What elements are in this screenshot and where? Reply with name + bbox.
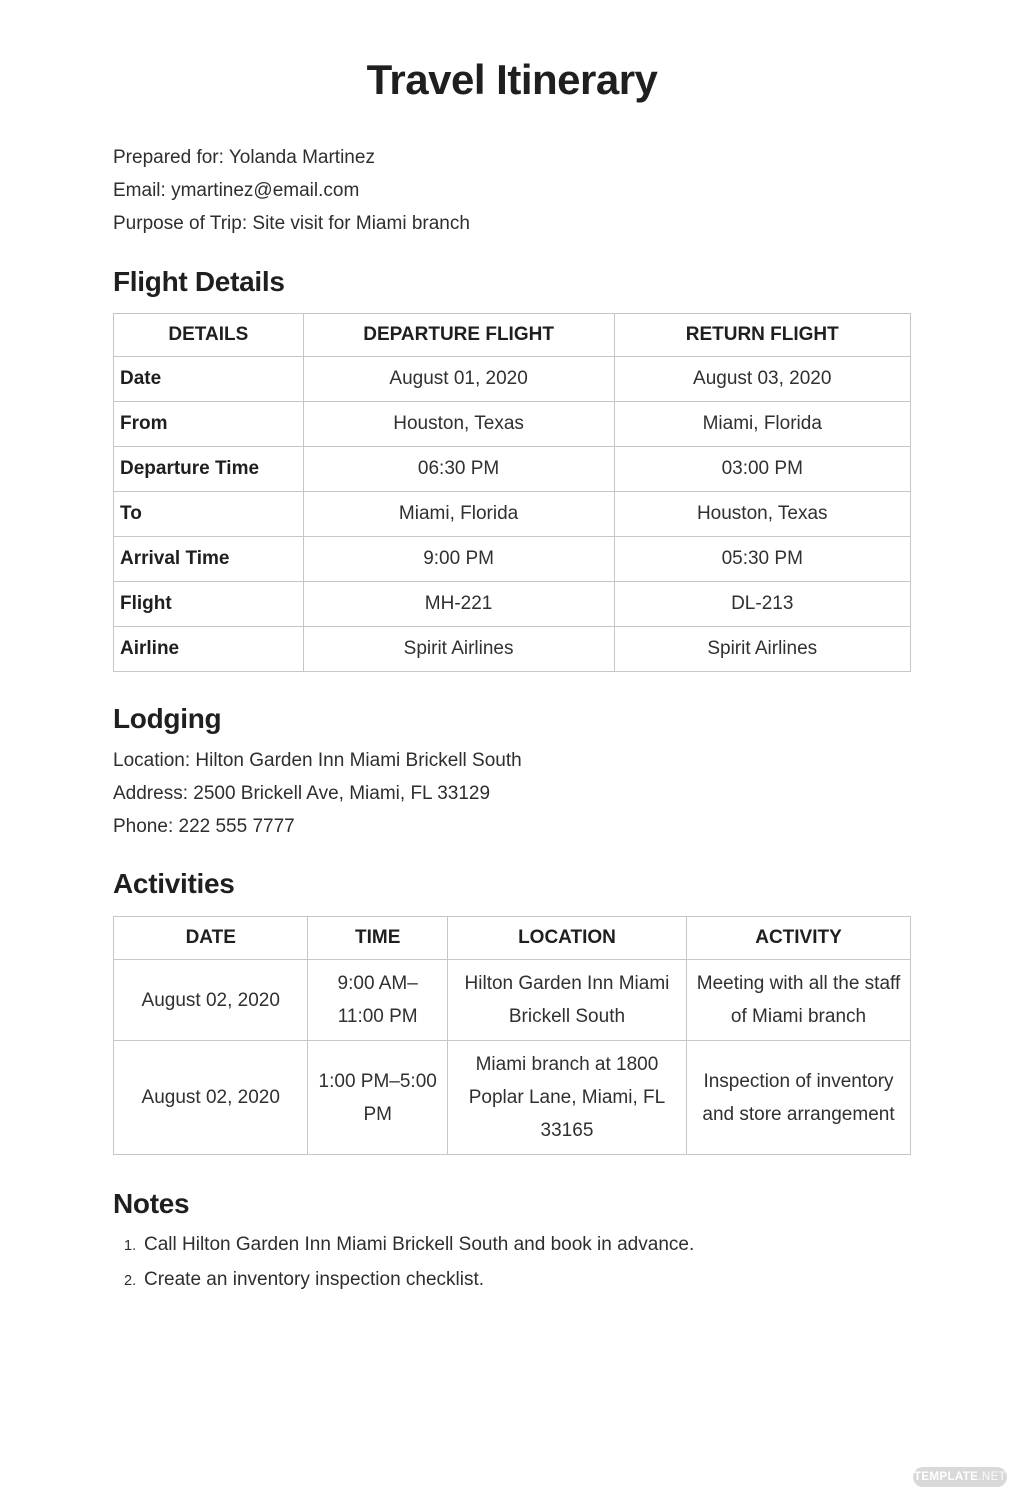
notes-heading: Notes <box>113 1188 190 1219</box>
watermark-brand-text: TEMPLATE <box>913 1471 979 1483</box>
note-text: Call Hilton Garden Inn Miami Brickell South and book in advance. <box>144 1234 695 1255</box>
table-cell: Houston, Texas <box>614 492 911 537</box>
list-item <box>113 1228 911 1263</box>
list-item <box>113 1263 911 1298</box>
flight-header-row <box>114 314 911 357</box>
lodging-phone-line: Phone: 222 555 7777 <box>113 816 295 837</box>
table-cell: Spirit Airlines <box>614 627 911 672</box>
activity-location-cell: Hilton Garden Inn Miami Brickell South <box>447 960 686 1041</box>
table-cell: Spirit Airlines <box>303 627 614 672</box>
activity-location-cell: Miami branch at 1800 Poplar Lane, Miami, FL 33165 <box>447 1041 686 1155</box>
lodging-address-line: Address: 2500 Brickell Ave, Miami, FL 33129 <box>113 783 491 804</box>
table-cell: MH-221 <box>303 582 614 627</box>
lodging-heading: Lodging <box>113 703 222 734</box>
column-header-location: LOCATION <box>447 917 686 960</box>
table-cell: 05:30 PM <box>614 537 911 582</box>
page-title: Travel Itinerary <box>366 56 658 103</box>
table-cell: 03:00 PM <box>614 447 911 492</box>
flight-details-table <box>113 313 911 672</box>
table-cell: Miami, Florida <box>303 492 614 537</box>
activity-time-cell: 1:00 PM–5:00 PM <box>308 1041 447 1155</box>
activity-date-cell: August 02, 2020 <box>114 1041 308 1155</box>
flight-details-heading: Flight Details <box>113 266 285 297</box>
activity-description-cell: Meeting with all the staff of Miami branch <box>687 960 911 1041</box>
lodging-location-line: Location: Hilton Garden Inn Miami Brickell South <box>113 750 522 771</box>
row-label-arrival-time: Arrival Time <box>114 537 304 582</box>
row-label-date: Date <box>114 357 304 402</box>
column-header-time: TIME <box>308 917 447 960</box>
row-label-flight: Flight <box>114 582 304 627</box>
table-row <box>114 357 911 402</box>
column-header-departure-flight: DEPARTURE FLIGHT <box>303 314 614 357</box>
table-cell: 06:30 PM <box>303 447 614 492</box>
table-row <box>114 447 911 492</box>
note-text: Create an inventory inspection checklist. <box>144 1269 485 1290</box>
column-header-date: DATE <box>114 917 308 960</box>
table-cell: Houston, Texas <box>303 402 614 447</box>
table-cell: Miami, Florida <box>614 402 911 447</box>
column-header-activity: ACTIVITY <box>687 917 911 960</box>
activities-table <box>113 916 911 1155</box>
lodging-block <box>113 744 911 843</box>
column-header-details: DETAILS <box>114 314 304 357</box>
table-cell: 9:00 PM <box>303 537 614 582</box>
note-number: 1. <box>124 1238 137 1254</box>
note-number: 2. <box>124 1273 137 1289</box>
row-label-departure-time: Departure Time <box>114 447 304 492</box>
row-label-airline: Airline <box>114 627 304 672</box>
activity-time-cell: 9:00 AM–11:00 PM <box>308 960 447 1041</box>
table-row <box>114 402 911 447</box>
activities-header-row <box>114 917 911 960</box>
table-cell: August 01, 2020 <box>303 357 614 402</box>
intro-block <box>113 141 911 240</box>
prepared-for-line: Prepared for: Yolanda Martinez <box>113 147 375 168</box>
activity-date-cell: August 02, 2020 <box>114 960 308 1041</box>
email-line: Email: ymartinez@email.com <box>113 180 360 201</box>
table-cell: DL-213 <box>614 582 911 627</box>
document-page <box>0 55 1024 1501</box>
template-net-watermark-badge <box>913 1467 1007 1487</box>
column-header-return-flight: RETURN FLIGHT <box>614 314 911 357</box>
table-row <box>114 582 911 627</box>
table-cell: August 03, 2020 <box>614 357 911 402</box>
table-row <box>114 1041 911 1155</box>
purpose-line: Purpose of Trip: Site visit for Miami branch <box>113 213 470 234</box>
row-label-to: To <box>114 492 304 537</box>
activities-heading: Activities <box>113 868 235 899</box>
document-content <box>113 55 911 1298</box>
table-row <box>114 492 911 537</box>
table-row <box>114 537 911 582</box>
watermark-tld-text: .NET <box>978 1471 1007 1483</box>
table-row <box>114 627 911 672</box>
notes-list <box>113 1228 911 1298</box>
table-row <box>114 960 911 1041</box>
row-label-from: From <box>114 402 304 447</box>
activity-description-cell: Inspection of inventory and store arrangement <box>687 1041 911 1155</box>
